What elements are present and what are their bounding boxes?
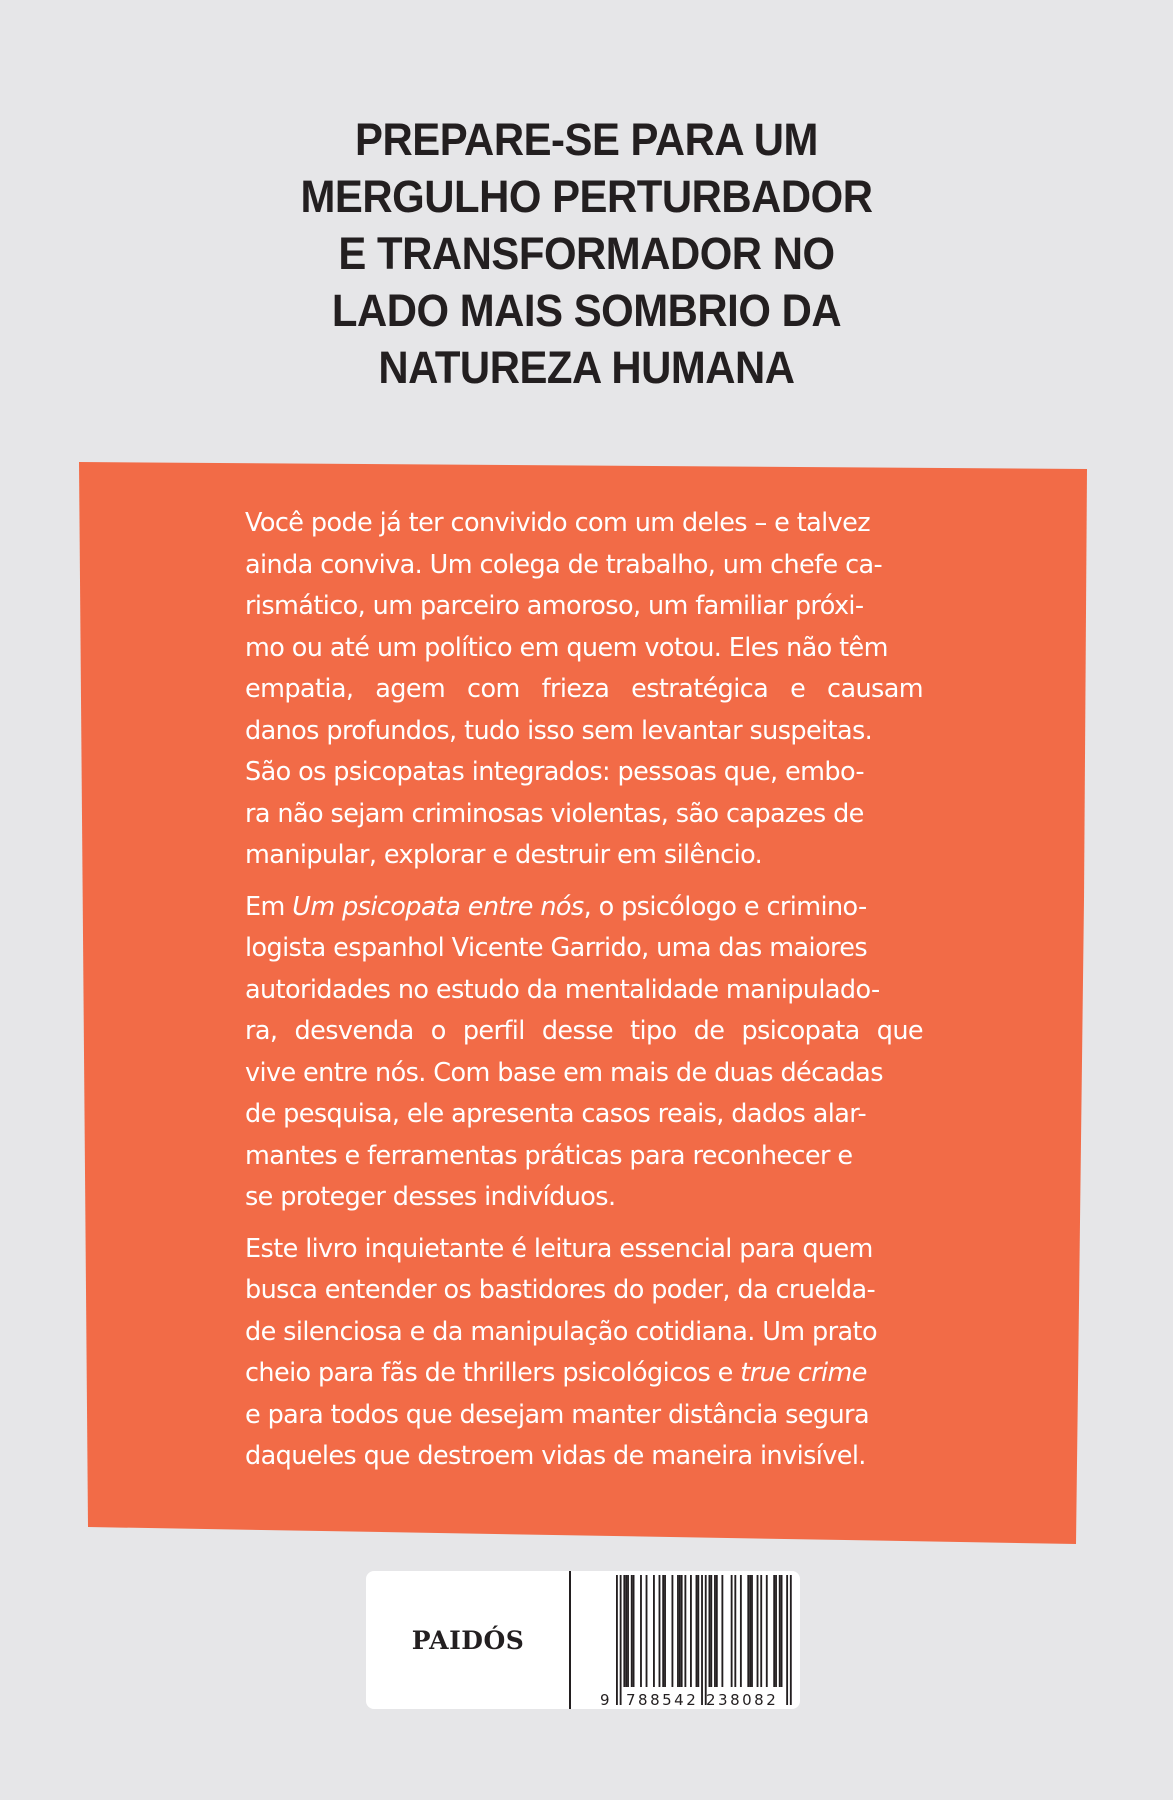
barcode-bar (760, 1575, 762, 1687)
barcode-bar (734, 1575, 736, 1687)
barcode-digit-first: 9 (600, 1691, 610, 1709)
barcode-bar (640, 1575, 642, 1687)
headline (41, 111, 1132, 396)
blurb-line: ra, desvenda o perfil desse tipo de psicopata que (245, 1016, 923, 1046)
blurb-text: , o psicólogo e crimino- (583, 891, 867, 922)
barcode-bar (684, 1575, 686, 1687)
blurb-line: busca entender os bastidores do poder, da crueldа- (245, 1275, 876, 1305)
blurb-text: Em (245, 891, 293, 922)
barcode-bar (775, 1575, 777, 1687)
genre-term: true crime (740, 1358, 867, 1388)
barcode-bar (697, 1575, 699, 1687)
barcode-bar (721, 1575, 723, 1687)
blurb-line: manipular, explorar e destruir em silêncio. (245, 840, 763, 870)
blurb-line: empatia, agem com frieza estratégica e causam (245, 674, 923, 704)
barcode-bar (716, 1575, 718, 1687)
barcode-bar (616, 1575, 618, 1705)
barcode-bar (679, 1575, 681, 1687)
barcode-bar (710, 1575, 712, 1687)
blurb-line: danos profundos, tudo isso sem levantar suspeitas. (245, 715, 873, 746)
barcode-bar (620, 1575, 622, 1705)
blurb-text: cheio para fãs de thrillers psicológicos e (245, 1358, 741, 1388)
blurb (245, 503, 923, 1488)
headline-line: MERGULHO PERTURBADOR (300, 171, 873, 222)
blurb-line (245, 1353, 923, 1395)
blurb-line: daqueles que destroem vidas de maneira invisível. (245, 1441, 866, 1471)
isbn-barcode (598, 1575, 798, 1709)
blurb-line: logista espanhol Vicente Garrido, uma das maiores (245, 933, 868, 963)
blurb-line (245, 887, 923, 929)
barcode-digits-right: 238082 (706, 1691, 779, 1709)
barcode-bar (664, 1575, 666, 1687)
blurb-line: e para todos que desejam manter distância segura (245, 1399, 869, 1430)
blurb-line: ra não sejam criminosas violentas, são capazes de (245, 798, 864, 829)
barcode-bar (766, 1575, 768, 1687)
barcode-bar (627, 1575, 629, 1687)
headline-line: NATUREZA HUMANA (378, 342, 795, 393)
barcode-bar (714, 1575, 716, 1687)
barcode-bar (757, 1575, 759, 1687)
barcode-bar (779, 1575, 781, 1687)
blurb-line: autoridades no estudo da mentalidade manipulado- (245, 974, 880, 1005)
barcode-bar (781, 1575, 783, 1687)
headline-line: E TRANSFORMADOR NO (338, 228, 835, 279)
barcode-bar (747, 1575, 749, 1687)
barcode-digits-left: 788542 (626, 1691, 699, 1709)
barcode-bar (690, 1575, 692, 1687)
barcode-bar (773, 1575, 775, 1687)
blurb-paragraph-3 (245, 1229, 923, 1478)
barcode-bar (749, 1575, 751, 1687)
blurb-line: Este livro inquietante é leitura essencial para quem (245, 1233, 873, 1264)
barcode-bar (623, 1575, 625, 1687)
barcode-bar (790, 1575, 792, 1705)
barcode-bar (786, 1575, 788, 1705)
barcode-bar (662, 1575, 664, 1687)
headline-line: PREPARE-SE PARA UM (355, 114, 818, 165)
barcode-bar (625, 1575, 627, 1687)
blurb-line: ainda conviva. Um colega de trabalho, um chefe ca- (245, 549, 883, 580)
headline-line: LADO MAIS SOMBRIO DA (331, 285, 842, 336)
barcode-bar (751, 1575, 753, 1687)
blurb-line: rismático, um parceiro amoroso, um familiar próxi- (245, 591, 864, 621)
barcode-bar (709, 1575, 711, 1687)
barcode-bar (705, 1575, 707, 1705)
blurb-line: mo ou até um político em quem votou. Eles não têm (245, 632, 888, 663)
barcode-bar (696, 1575, 698, 1687)
barcode-bar (731, 1575, 733, 1687)
barcode-bar (646, 1575, 648, 1687)
blurb-paragraph-2 (245, 887, 923, 1219)
blurb-line: vive entre nós. Com base em mais de duas décadas (245, 1057, 883, 1088)
barcode-bar (659, 1575, 661, 1687)
barcode-bar (677, 1575, 679, 1687)
blurb-line: de pesquisa, ele apresenta casos reais, dados alar- (245, 1099, 867, 1129)
book-title: Um psicopata entre nós (292, 891, 584, 922)
barcode-bar (631, 1575, 633, 1687)
blurb-line: de silenciosa e da manipulação cotidiana. Um prato (245, 1316, 877, 1347)
barcode-bar (740, 1575, 742, 1687)
barcode-bar (633, 1575, 635, 1687)
blurb-line: Você pode já ter convivido com um deles – e talvez (245, 508, 871, 538)
barcode-bar (653, 1575, 655, 1687)
barcode-bar (681, 1575, 683, 1687)
label-divider (569, 1571, 571, 1709)
barcode-bar (701, 1575, 703, 1705)
isbn-label (366, 1571, 800, 1709)
barcode-bar (672, 1575, 674, 1687)
blurb-paragraph-1 (245, 503, 923, 877)
publisher-logo: PAIDÓS (411, 1625, 525, 1655)
blurb-line: se proteger desses indivíduos. (245, 1182, 616, 1212)
blurb-line: São os psicopatas integrados: pessoas que, embo- (245, 757, 865, 787)
blurb-line: mantes e ferramentas práticas para reconhecer e (245, 1140, 853, 1171)
